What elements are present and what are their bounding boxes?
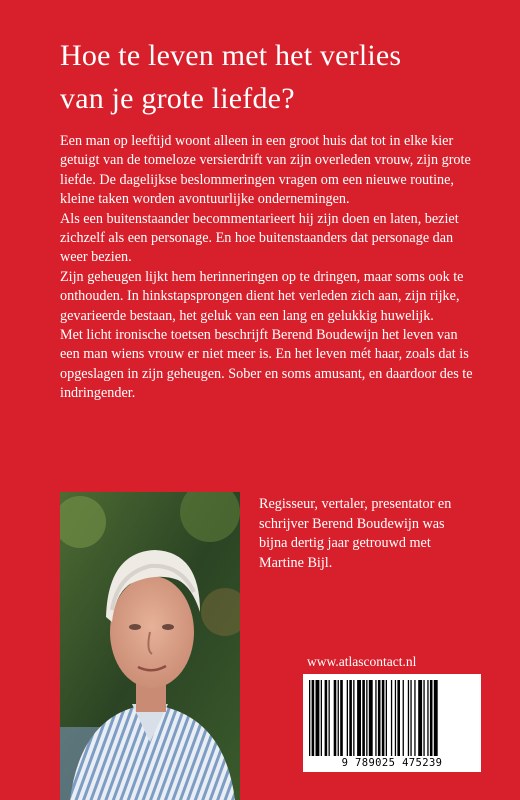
author-bio: Regisseur, vertaler, presentator en schrijver Berend Boudewijn was bijna dertig jaar getrouwd met Martine Bijl.	[259, 496, 452, 571]
cover-headline	[60, 34, 480, 120]
headline-line-1: Hoe te leven met het verlies	[60, 39, 402, 72]
blurb-paragraph-3: Zijn geheugen lijkt hem herinneringen op te dringen, maar soms ook te onthouden. In hinkstapsprongen dient het verleden zich aan, zijn rijke, gevarieerde bestaan, het geluk van een lang en gelukkig huwelijk.	[60, 268, 464, 324]
isbn-barcode	[303, 674, 481, 772]
blurb-paragraph-2: Als een buitenstaander becommentarieert hij zijn doen en laten, beziet zichzelf als een personage. En hoe buitenstaanders dat personage dan weer bezien.	[60, 210, 459, 266]
isbn-number: 9 789025 475239	[341, 757, 443, 769]
blurb-paragraph-1: Een man op leeftijd woont alleen in een groot huis dat tot in elke kier getuigt van de tomeloze versierdrift van zijn overleden vrouw, zijn grote liefde. De dagelijkse beslommeringen vragen om een nieuwe routine, kleine taken worden avontuurlijke ondernemingen.	[60, 133, 471, 208]
headline-line-2: van je grote liefde?	[60, 82, 295, 115]
blurb-paragraph-4: Met licht ironische toetsen beschrijft Berend Boudewijn het leven van een man wiens vrouw er niet meer is. En het leven mét haar, zoals dat is opgeslagen in zijn geheugen. Sober en soms amusant, en daardoor des te indringender.	[60, 327, 473, 402]
author-photo	[60, 492, 240, 800]
barcode-bars	[309, 680, 475, 756]
blurb-text	[60, 132, 480, 404]
publisher-url: www.atlascontact.nl	[307, 654, 417, 669]
